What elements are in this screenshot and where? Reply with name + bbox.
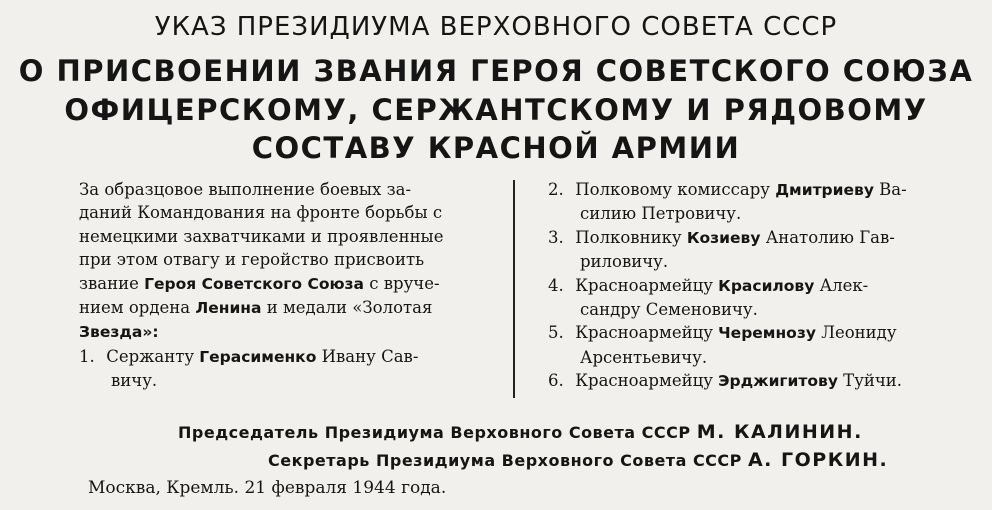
decree-title-line-3: СОСТАВУ КРАСНОЙ АРМИИ xyxy=(251,131,741,165)
intro-text: нием ордена xyxy=(79,298,196,318)
order-name: Ленина xyxy=(195,299,262,318)
decree-heading: УКАЗ ПРЕЗИДИУМА ВЕРХОВНОГО СОВЕТА СССР xyxy=(154,12,838,42)
item-continuation: риловичу. xyxy=(580,252,669,272)
item-continuation: вичу. xyxy=(111,371,158,391)
intro-line-4: при этом отвагу и геройство присвоить xyxy=(79,250,425,270)
item-continuation: сандру Семеновичу. xyxy=(580,300,758,320)
decree-title-line-1: О ПРИСВОЕНИИ ЗВАНИЯ ГЕРОЯ СОВЕТСКОГО СОЮЗА xyxy=(18,54,974,88)
intro-text: и медали «Золотая xyxy=(261,298,433,318)
item-given-name: Леониду xyxy=(815,323,897,343)
chairman-signature xyxy=(178,421,863,443)
secretary-name: А. ГОРКИН. xyxy=(747,449,889,471)
intro-line-5 xyxy=(79,272,501,296)
left-column xyxy=(79,178,501,393)
list-item-line xyxy=(548,274,970,298)
item-given-name: Ивану Сав- xyxy=(316,346,419,366)
item-rank: Полковому комиссару xyxy=(575,180,776,199)
item-surname: Черемнозу xyxy=(718,324,816,343)
list-item xyxy=(548,321,970,369)
intro-line-2: даний Командования на фронте борьбы с xyxy=(79,203,443,223)
item-surname: Козиеву xyxy=(686,228,761,247)
item-rank: Полковнику xyxy=(575,227,687,247)
item-given-name: Ва- xyxy=(873,180,907,199)
item-given-name: Анатолию Гав- xyxy=(760,227,895,247)
item-given-name: Алек- xyxy=(814,275,869,295)
list-item xyxy=(548,369,970,393)
intro-line-7 xyxy=(79,320,501,344)
secretary-title: Секретарь Президиума Верховного Совета СССР xyxy=(268,451,742,470)
list-item-line xyxy=(548,226,970,250)
right-column xyxy=(548,178,970,394)
chairman-name: М. КАЛИНИН. xyxy=(696,421,863,443)
column-divider xyxy=(513,180,515,398)
intro-text: звание xyxy=(79,273,145,293)
item-number: 6. xyxy=(548,371,564,391)
item-continuation: Арсентьевичу. xyxy=(580,347,708,367)
item-rank: Красноармейцу xyxy=(575,371,719,391)
list-item-line xyxy=(548,369,970,393)
medal-name: Звезда»: xyxy=(79,323,159,342)
list-item xyxy=(548,226,970,274)
item-rank: Сержанту xyxy=(106,346,200,366)
item-number: 5. xyxy=(548,323,564,343)
item-continuation: силию Петровичу. xyxy=(580,204,742,224)
item-surname: Эрджигитову xyxy=(718,372,838,391)
place-and-date: Москва, Кремль. 21 февраля 1944 года. xyxy=(88,478,447,498)
item-surname: Дмитриеву xyxy=(775,181,874,199)
item-number: 4. xyxy=(548,275,564,295)
item-surname: Красилову xyxy=(718,276,815,295)
item-rank: Красноармейцу xyxy=(575,275,719,295)
intro-line-1: За образцовое выполнение боевых за- xyxy=(79,180,412,199)
list-item xyxy=(548,274,970,322)
decree-title-line-2: ОФИЦЕРСКОМУ, СЕРЖАНТСКОМУ И РЯДОВОМУ xyxy=(64,93,928,127)
item-number: 1. xyxy=(79,346,95,366)
list-item-line xyxy=(79,345,501,369)
intro-line-6 xyxy=(79,296,501,320)
list-item-line xyxy=(548,178,970,202)
intro-text: с вруче- xyxy=(364,273,440,293)
secretary-signature xyxy=(268,449,888,471)
list-item xyxy=(79,345,501,393)
chairman-title: Председатель Президиума Верховного Совета СССР xyxy=(178,423,691,442)
item-surname: Герасименко xyxy=(199,347,317,366)
list-item xyxy=(548,178,970,226)
item-number: 2. xyxy=(548,180,564,199)
item-rank: Красноармейцу xyxy=(575,323,719,343)
hero-title: Героя Советского Союза xyxy=(144,274,365,293)
item-number: 3. xyxy=(548,227,564,247)
list-item-line xyxy=(548,321,970,345)
intro-line-3: немецкими захватчиками и проявленные xyxy=(79,226,444,246)
item-given-name: Туйчи. xyxy=(837,371,903,391)
